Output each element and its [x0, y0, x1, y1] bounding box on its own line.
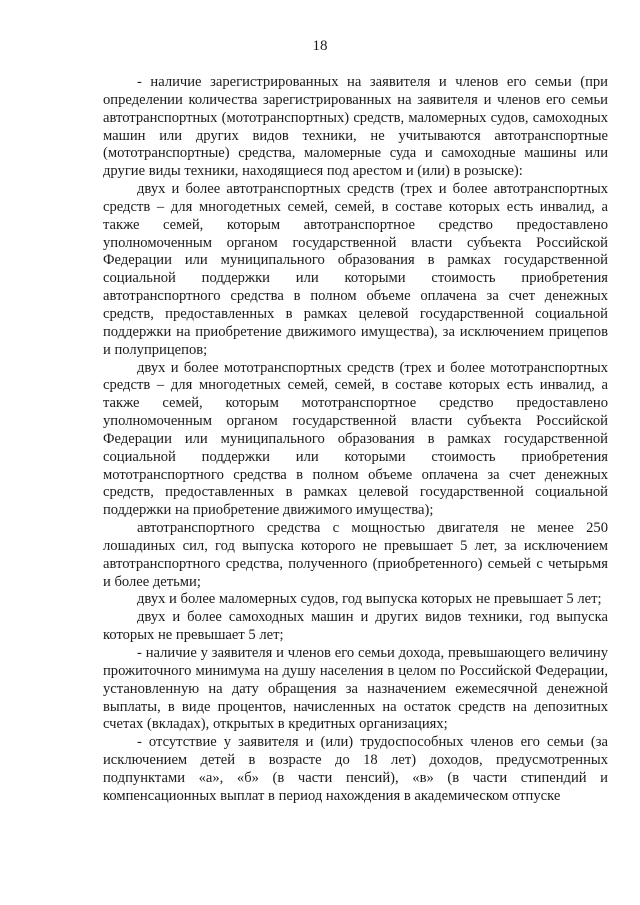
- document-body: [103, 74, 608, 806]
- paragraph-cars: двух и более автотранспортных средств (трех и более автотранспортных средств – для многодетных семей, семей, в составе которых есть инвалид, а также семей, которым автотранспортное средство предоставлено уполномоченным органом государственной власти субъекта Российской Федерации или муниципального образования в рамках государственной социальной поддержки или которыми стоимость приобретения автотранспортного средства в полном объеме оплачена за счет денежных средств, предоставленных в рамках целевой государственной социальной поддержки на приобретение движимого имущества), за исключением прицепов и полуприцепов;: [103, 181, 608, 358]
- paragraph-no-income: - отсутствие у заявителя и (или) трудоспособных членов его семьи (за исключением детей в возрасте до 18 лет) доходов, предусмотренных подпунктами «а», «б» (в части пенсий), «в» (в части стипендий и компенсационных выплат в период нахождения в академическом отпуске: [103, 734, 608, 804]
- page-number: 18: [312, 38, 328, 54]
- paragraph-motorcycles: двух и более мототранспортных средств (трех и более мототранспортных средств – для многодетных семей, семей, в составе которых есть инвалид, а также семей, которым мототранспортное средство предоставлено уполномоченным органом государственной власти субъекта Российской Федерации или муниципального образования в рамках государственной социальной поддержки или которыми стоимость приобретения мототранспортного средства в полном объеме оплачена за счет денежных средств, предоставленных в рамках целевой государственной социальной поддержки на приобретение движимого имущества);: [103, 359, 608, 519]
- paragraph-self-propelled-machines: двух и более самоходных машин и других видов техники, год выпуска которых не превышает 5 лет;: [103, 609, 608, 644]
- paragraph-deposit-income: - наличие у заявителя и членов его семьи дохода, превышающего величину прожиточного минимума на душу населения в целом по Российской Федерации, установленную на дату обращения за назначением ежемесячной денежной выплаты, в виде процентов, начисленных на остаток средств на депозитных счетах (вкладах), открытых в кредитных организациях;: [103, 645, 608, 733]
- paragraph-powerful-car: автотранспортного средства с мощностью двигателя не менее 250 лошадиных сил, год выпуска которого не превышает 5 лет, за исключением автотранспортного средства, полученного (приобретенного) семьей с четырьмя и более детьми;: [103, 520, 608, 590]
- paragraph-vehicles-intro: - наличие зарегистрированных на заявителя и членов его семьи (при определении количества зарегистрированных на заявителя и членов его семьи автотранспортных (мототранспортных) средств, маломерных судов, самоходных машин или других видов техники, не учитываются автотранспортные (мототранспортные) средства, маломерные суда и самоходные машины или другие виды техники, находящиеся под арестом и (или) в розыске):: [103, 74, 608, 180]
- paragraph-small-boats: двух и более маломерных судов, год выпуска которых не превышает 5 лет;: [137, 591, 602, 608]
